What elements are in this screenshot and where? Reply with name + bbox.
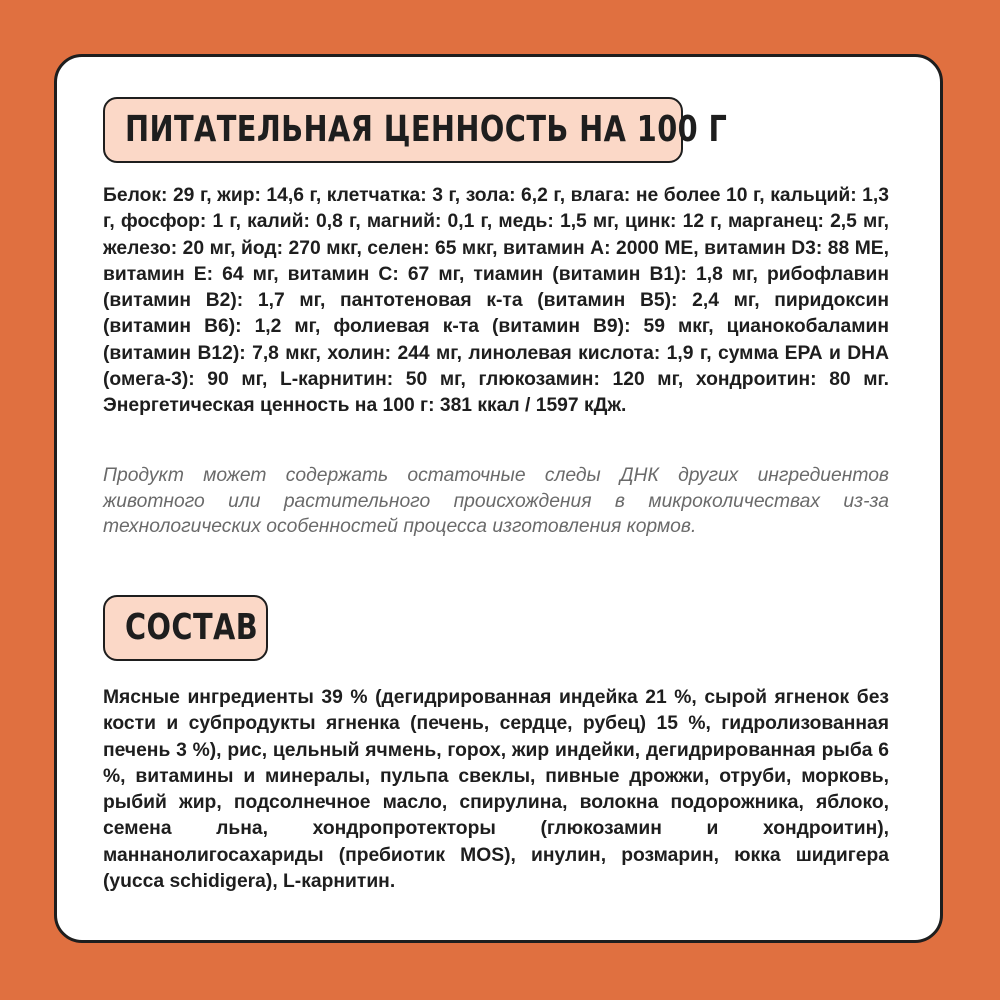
dna-disclaimer-note: Продукт может содержать остаточные следы ДНК других ингредиентов животного или растительного происхождения в микроколичествах из-за технологических особенностей процесса изготовления кормов. [103,465,889,537]
composition-heading: СОСТАВ [125,607,259,648]
composition-heading-box [103,595,268,661]
info-card [54,54,943,943]
composition-text: Мясные ингредиенты 39 % (дегидрированная индейка 21 %, сырой ягненок без кости и субпродукты ягненка (печень, сердце, рубец) 15 %, гидролизованная печень 3 %), рис, цельный ячмень, горох, жир индейки, дегидрированная рыба 6 %, витамины и минералы, пульпа свеклы, пивные дрожжи, отруби, морковь, рыбий жир, подсолнечное масло, спирулина, волокна подорожника, яблоко, семена льна, хондропротекторы (глюкозамин и хондроитин), маннанолигосахариды (пребиотик MOS), инулин, розмарин, юкка шидигера (yucca schidigera), L-карнитин. [103,687,889,893]
nutrition-values-text: Белок: 29 г, жир: 14,6 г, клетчатка: 3 г, зола: 6,2 г, влага: не более 10 г, кальций: 1,3 г, фосфор: 1 г, калий: 0,8 г, магний: 0,1 г, медь: 1,5 мг, цинк: 12 г, марганец: 2,5 мг, железо: 20 мг, йод: 270 мкг, селен: 65 мкг, витамин А: 2000 МЕ, витамин D3: 88 МЕ, витамин Е: 64 мг, витамин С: 67 мг, тиамин (витамин В1): 1,8 мг, рибофлавин (витамин В2): 1,7 мг, пантотеновая к-та (витамин В5): 2,4 мг, пиридоксин (витамин В6): 1,2 мг, фолиевая к-та (витамин В9): 59 мкг, цианокобаламин (витамин В12): 7,8 мкг, холин: 244 мг, линолевая кислота: 1,9 г, сумма ЕРА и DHA (омега-3): 90 мг, L-карнитин: 50 мг, глюкозамин: 120 мг, хондроитин: 80 мг. Энергетическая ценность на 100 г: 381 ккал / 1597 кДж. [103,185,889,417]
nutrition-heading: ПИТАТЕЛЬНАЯ ЦЕННОСТЬ НА 100 Г [125,109,728,150]
nutrition-heading-box [103,97,728,163]
